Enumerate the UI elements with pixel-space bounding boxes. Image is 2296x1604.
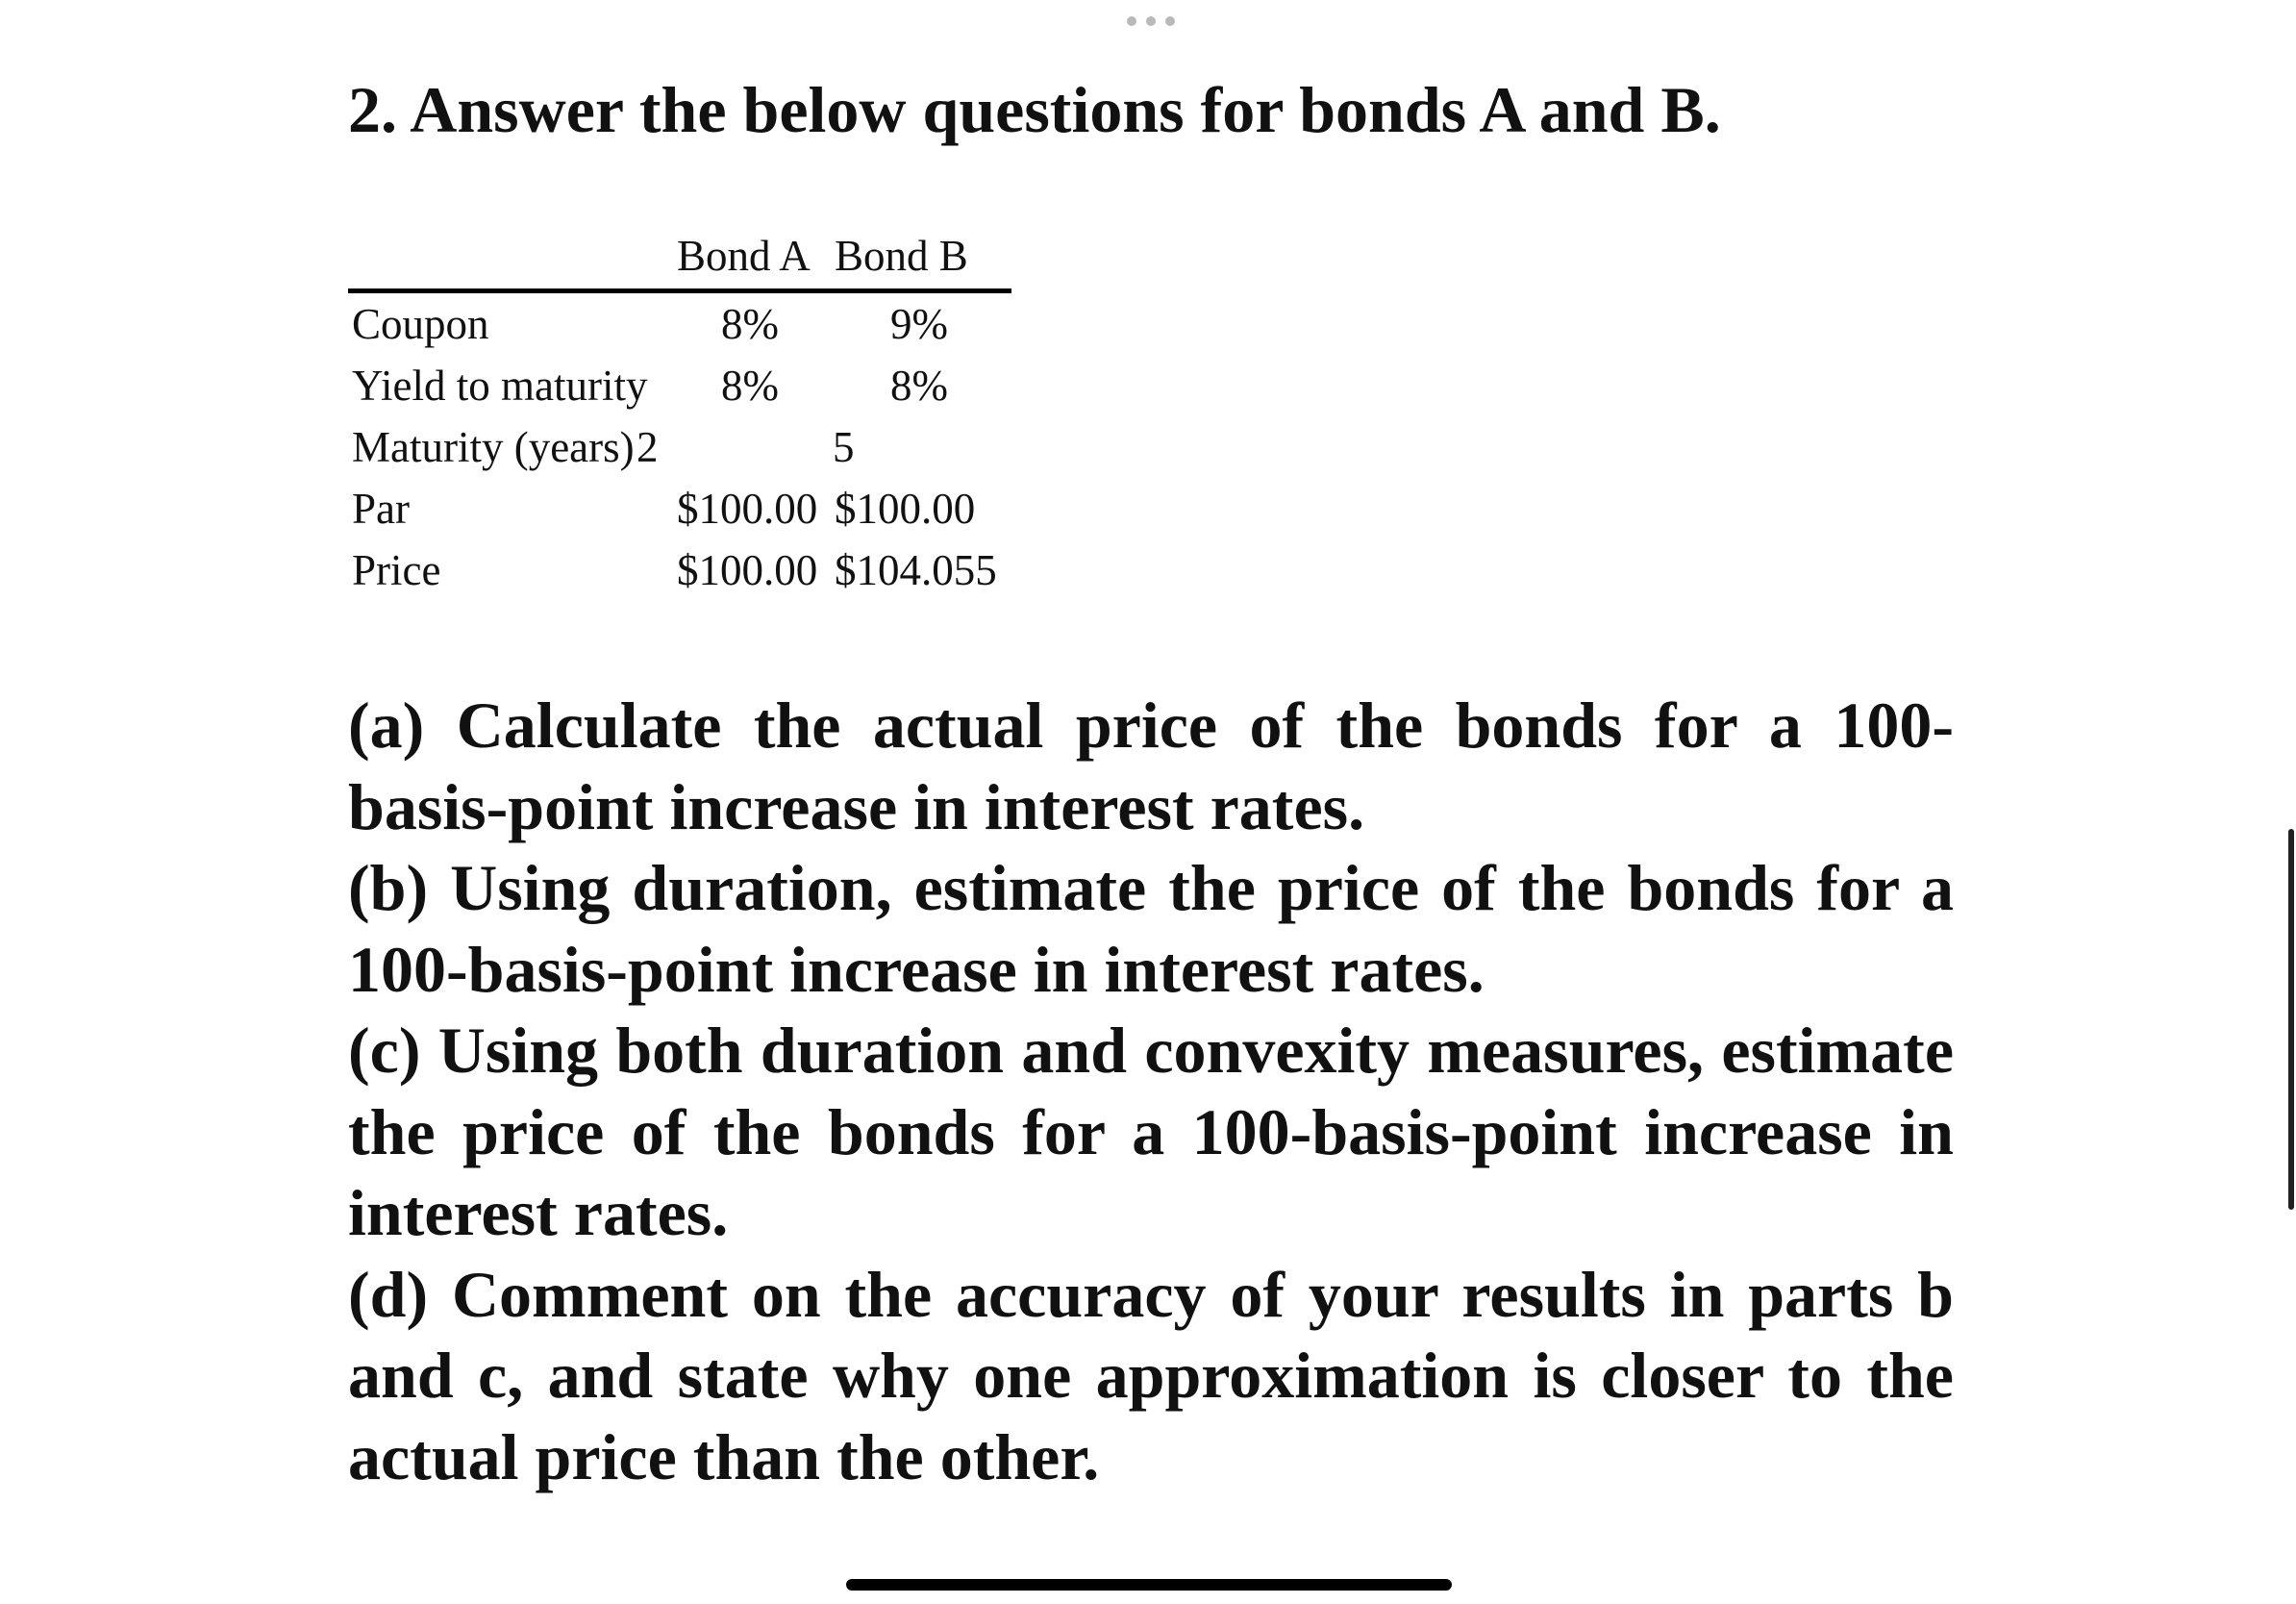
question-heading: 2. Answer the below questions for bonds A and B. [348,73,1721,146]
question-c: (c) Using both duration and convexity measures, estimate the price of the bonds for a 100-basis-point increase in interest rates. [348,1014,1954,1249]
column-header-bond-b: Bond B [835,232,968,280]
more-options-icon[interactable] [1127,13,1175,29]
bond-b-value: $104.055 [835,546,997,594]
table-row-yield [348,355,1011,416]
question-list [348,685,1954,1497]
bond-b-value: 8% [890,362,948,410]
scrollbar[interactable] [2288,829,2294,1210]
bond-a-value: 8% [721,300,779,348]
question-d: (d) Comment on the accuracy of your results in parts b and c, and state why one approximation is closer to the actual price than the other. [348,1257,1954,1493]
bond-a-value: $100.00 [677,485,818,533]
bond-a-value: $100.00 [677,546,818,594]
question-a: (a) Calculate the actual price of the bonds for a 100-basis-point increase in interest rates. [348,689,1954,843]
table-row-maturity [348,416,1011,478]
bond-b-value: 9% [890,300,948,348]
row-label: Par [352,485,410,533]
question-b: (b) Using duration, estimate the price of the bonds for a 100-basis-point increase in interest rates. [348,851,1954,1006]
row-label: Price [352,546,441,594]
bond-table [348,231,1011,601]
dot [1127,16,1136,26]
table-header [348,231,1011,293]
table-row-par [348,478,1011,539]
row-label: Coupon [352,300,489,348]
row-label: Yield to maturity [352,362,648,410]
dot [1165,16,1175,26]
table-row-coupon [348,293,1011,355]
bond-a-value: 8% [721,362,779,410]
row-label: Maturity (years) [352,423,635,471]
bond-b-value: 5 [833,423,855,471]
home-indicator[interactable] [846,1579,1452,1591]
dot [1146,16,1156,26]
column-header-bond-a: Bond A [677,232,811,280]
bond-b-value: $100.00 [835,485,976,533]
bond-a-value: 2 [636,423,659,471]
table-row-price [348,539,1011,601]
